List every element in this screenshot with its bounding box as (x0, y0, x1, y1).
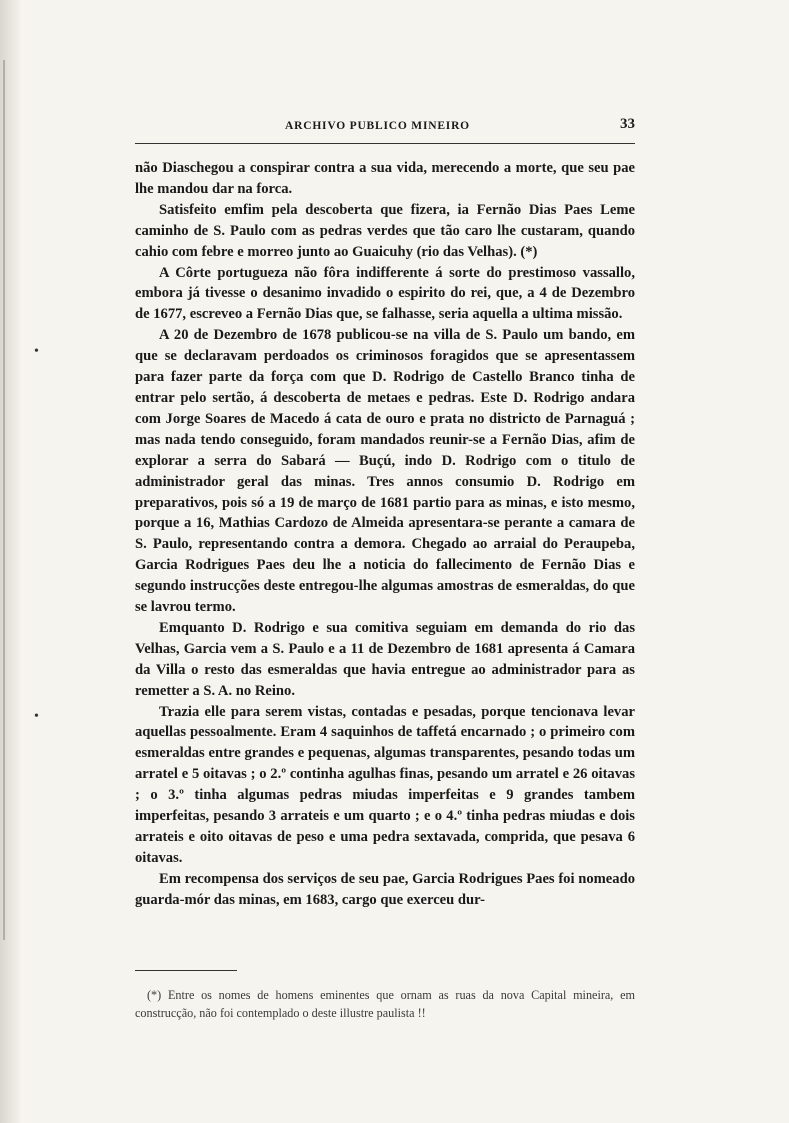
paragraph: Satisfeito emfim pela descoberta que fizera, ia Fernão Dias Paes Leme caminho de S. Paulo com as pedras verdes que tão caro lhe custaram, quando cahio com febre e morreo junto ao Guaicuhy (rio das Velhas). (*) (135, 201, 635, 260)
margin-mark: • (34, 709, 39, 724)
paragraph: A Côrte portugueza não fôra indifferente á sorte do prestimoso vassallo, embora já tivesse o desanimo invadido o espirito do rei, que, a 4 de Dezembro de 1677, escreveo a Fernão Dias que, se falhasse, seria aquella a ultima missão. (135, 264, 635, 323)
footnote (135, 987, 635, 1022)
binding-line (3, 60, 5, 940)
page-number: 33 (620, 116, 635, 132)
footnote-rule (135, 970, 237, 971)
running-head: ARCHIVO PUBLICO MINEIRO (285, 120, 470, 132)
paragraph: não Diaschegou a conspirar contra a sua vida, merecendo a morte, que seu pae lhe mandou dar na forca. (135, 160, 635, 197)
page-header (135, 116, 635, 140)
paragraph: Trazia elle para serem vistas, contadas e pesadas, porque tencionava levar aquellas pessoalmente. Eram 4 saquinhos de taffetá encarnado ; o primeiro com esmeraldas entre grandes e pequenas, algumas transparentes, pesando todas um arratel e 5 oitavas ; o 2.º continha agulhas finas, pesando um arratel e 26 oitavas ; o 3.º tinha algumas pedras miudas imperfeitas e 9 grandes tambem imperfeitas, pesando 3 arrateis e um quarto ; e o 4.º tinha pedras miudas e dois arrateis e oito oitavas de peso e uma pedra sextavada, comprida, que pesava 6 oitavas. (135, 703, 635, 866)
footnote-text: (*) Entre os nomes de homens eminentes que ornam as ruas da nova Capital mineira, em construcção, não foi contemplado o deste illustre paulista !! (135, 988, 635, 1020)
paragraph: Em recompensa dos serviços de seu pae, Garcia Rodrigues Paes foi nomeado guarda-mór das minas, em 1683, cargo que exerceu dur- (135, 870, 635, 908)
header-rule (135, 143, 635, 144)
margin-mark: • (34, 344, 39, 359)
paragraph: A 20 de Dezembro de 1678 publicou-se na villa de S. Paulo um bando, em que se declaravam perdoados os criminosos foragidos que se apresentassem para fazer parte da força com que D. Rodrigo de Castello Branco tinha de entrar pelo sertão, á descoberta de metaes e pedras. Este D. Rodrigo andara com Jorge Soares de Macedo á cata de ouro e prata no districto de Parnaguá ; mas nada tendo conseguido, foram mandados reunir-se a Fernão Dias, afim de explorar a serra do Sabará — Buçú, indo D. Rodrigo com o titulo de administrador geral das minas. Tres annos consumio D. Rodrigo em preparativos, pois só a 19 de março de 1681 partio para as minas, e isto mesmo, porque a 16, Mathias Cardozo de Almeida apresentara-se perante a camara de S. Paulo, representando contra a demora. Chegado ao arraial do Peraupeba, Garcia Rodrigues Paes deu lhe a noticia do fallecimento de Fernão Dias e segundo instrucções deste entregou-lhe algumas amostras de esmeraldas, do que se lavrou termo. (135, 327, 635, 616)
body-text (135, 158, 635, 911)
paragraph: Emquanto D. Rodrigo e sua comitiva seguiam em demanda do rio das Velhas, Garcia vem a S. Paulo e a 11 de Dezembro de 1681 apresenta á Camara da Villa o resto das esmeraldas que havia entregue ao administrador para as remetter a S. A. no Reino. (135, 619, 635, 699)
